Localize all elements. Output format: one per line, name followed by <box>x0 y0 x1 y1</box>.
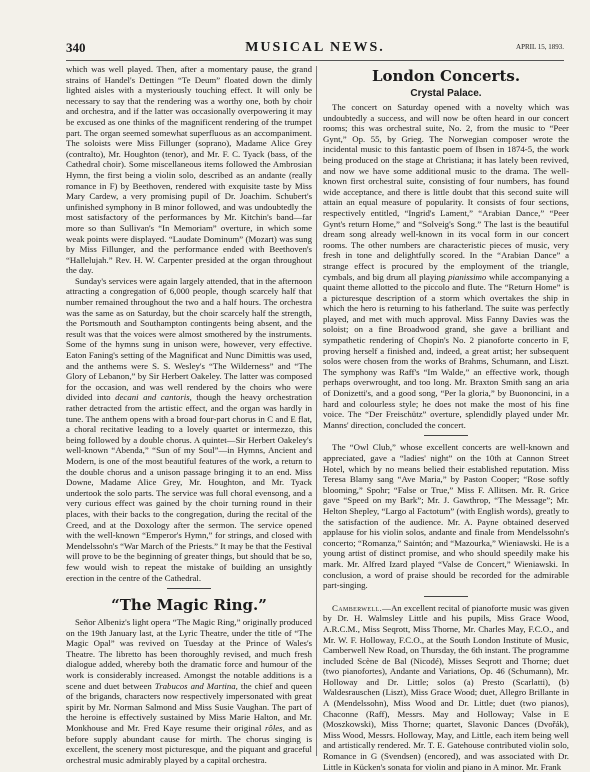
camberwell-paragraph: Camberwell.—An excellent recital of pianoforte music was given by Dr. H. Walmsley Little and his pupils, Miss Grace Wood, A.R.C.M., Miss Seqrott, Miss Thorne, Mr. Charles May, F.C.O., and Mr. W. F. Holloway, F.C.O., at the South London Institute of Music, Camberwell New Road, on Thursday, the 6th instant. The programme included Scène de Bal (Nicodé), Misses Seqrott and Thorne; duet (two pianofortes), Andante and Variations, Op. 46 (Schumann), Mr. Holloway and Dr. Little; solos (a) Presto (Scarlatti), (b) Waldesrauschen (Liszt), Miss Grace Wood; duet, Allegro Brillante in A (Mendelssohn), Miss Wood and Dr. Little; duet (two pianos), Chaconne (Raff), Messrs. May and Holloway; Valse in E (Moszkowski), Miss Thorne; quartet, Slavonic Dances (Dvořák), Miss Wood, Messrs. Holloway, May, and Little, each item being well and artistically rendered. Mr. T. E. Gatehouse contributed violin solo, Romance in G (Svendsen) (encored), and was associated with Dr. Little in Kücken's sonata for violin and piano in A minor. Mr. Frank <box>323 602 569 772</box>
camberwell-lead: Camberwell. <box>332 602 383 613</box>
section-rule <box>424 435 468 436</box>
italic-roles: rôles, <box>265 723 285 734</box>
owl-club-paragraph: The “Owl Club,” whose excellent concerts are well-known and appreciated, gave a “ladies' night” on the 10th at Cannon Street Hotel, which by no means belied their established reputation. Miss Teresa Blamy sang “Ave Maria,” by Paston Cooper; “Rose softly blooming,” Spohr; “False or True,” Miss F. Allitsen. Mr. R. Grice gave “Speed on my Bark”; Mr. J. Gawthrop, “The Message”; Mr. Helton Shepley, “Largo al Factotum” (with English words), greatly to the satisfaction of the audience. Mr. A. Payne obtained deserved applause for his violin solos, andante and finale from Mendelssohn's concerto; “Romanza,” Saintón; and “Mazourka,” Wieniawski. He is a young artist of distinct promise, and who should speedily make his mark. Mr. Alfred Izard played “Valse de Concert,” Wieniawski. In conclusion, a word of praise should be recorded for the admirable part-singing. <box>323 442 569 591</box>
italic-pianissimo: pianissimo <box>448 271 487 282</box>
column-divider <box>316 66 317 756</box>
left-column <box>66 64 312 765</box>
issue-date: APRIL 15, 1893. <box>516 43 564 51</box>
header-rule <box>66 60 564 61</box>
magic-ring-heading: “The Magic Ring.” <box>111 596 267 615</box>
italic-term: decani and cantoris, <box>115 392 192 403</box>
london-concerts-heading: London Concerts. <box>371 67 521 85</box>
crystal-palace-paragraph: The concert on Saturday opened with a novelty which was undoubtedly a success, and will now be often heard in our concert rooms; this was orchestral suite, No. 2, from the music to “Peer Gynt,” Op. 55, by Grieg. The Norwegian composer wrote the incidental music to this fantastic poem of Ibsen in 1874-5, the work being produced on the stage at Christiana; it has lately been revived, and now we have some additional music to the drama. The well-known first orchestral suite, consisting of four numbers, has found wide acceptance, and there is little doubt that this second suite will attain an equal measure of popularity. It consists of four sections, respectively entitled, “Ingrid's Lament,” “Arabian Dance,” “Peer Gynt's return Home,” and “Solveig's Song.” The last is the beautiful dream song already well-known in its vocal form in our concert rooms. The other numbers are characteristic pieces of music, very fresh in tone and delightfully scored. In the “Arabian Dance” a strange effect is procured by the employment of the triangle, cymbals, and big drum all playing pianissimo while accompanying a quaint theme allotted to the piccolo and flute. The “Return Home” is a picturesque description of a storm which overtakes the ship in which the hero is returning to his fatherland. The suite was perfectly played, and met with much approval. Miss Fanny Davies was the soloist; on a fine Broadwood grand, she gave a brilliant and sympathetic rendering of Chopin's No. 2 pianoforte concerto in F, proving herself a finished and, indeed, a great artist; her subsequent solos were chosen from the works of Brahms, Schumann, and Liszt. The symphony was Raff's “Im Walde,” an effective work, though perhaps overwrought, and too long. Mr. Braxton Smith sang an aria of Donizetti's, and a good song, “Per la gloria,” by Buononcini, in a hard and colourless style; he does not make the most of his fine voice. The “Der Freischütz” overture, splendidly played under Mr. Manns' direction, concluded the concert. <box>323 102 569 430</box>
festival-report-paragraph: which was well played. Then, after a momentary pause, the grand strains of Handel's Dettingen “Te Deum” floated down the dimly lighted aisles with a mysteriously touching effect. It will only be necessary to say that the rendering was a worthy one, both by choir and orchestra, and if the latter was occasionally overpowering it may be excused as one thinks of the magnificent rendering of the trumpet part. The organ seemed somewhat superfluous as an accompaniment. The soloists were Miss Fillunger (soprano), Madame Alice Grey (contralto), Mr. Houghton (tenor), and Mr. F. C. Tyack (bass, of the Cathedral choir). Some miscellaneous items followed the Ambrosian Hymn, the first being a violin solo, described as an andante (really romance in F) by Beethoven, rendered with exquisite taste by Miss Mary Cardew, a very promising pupil of Dr. Joachim. Schubert's unfinished symphony in B minor followed, and was undoubtedly the most satisfactory of the performances by Mr. Kitchin's band—far more so than Sullivan's “In Memoriam” overture, in which some weak points were displayed. “Laudate Dominum” (Mozart) was sung by Miss Fillunger, and the performance ended with Beethoven's “Hallelujah.” Rev. H. W. Carpenter presided at the organ throughout the day. <box>66 64 312 276</box>
page-number: 340 <box>66 40 86 55</box>
italic-characters: Trabucos and Martina, <box>154 680 238 691</box>
sunday-services-paragraph: Sunday's services were again largely attended, that in the afternoon attracting a congregation of 6,000 people, though scarcely half that number remained throughout the two and a half hours. The orchestra was the same as on Saturday, but the choir scarcely half the strength, the Portsmouth and Southampton contingents being absent, and the result was that the voices were almost smothered by the instruments. Some of the hymns sung in unison were, however, very effective. Eaton Faning's setting of the Magnificat and Nunc Dimittis was used, and the anthems were S. S. Wesley's “The Wilderness” and “The Glory of Lebanon,” by Sir Herbert Oakeley. The latter was composed for the occasion, and was well rendered by the choirs who were divided into decani and cantoris, though the heavy orchestration rather detracted from the artistic effect, and the organ was hardly in tune. The anthem opens with a broad four-part chorus in C and E flat, a choral recitative leading to a lovely quartet or intermezzo, this being followed by a double chorus. A quintet—Sir Herbert Oakeley's well-known “Abenda,” “Sun of my Soul”—in Hymns, Ancient and Modern, is one of the most beautiful features of the work, a return to the double chorus and a unison passage bringing it to an end. Miss Downe, Madame Alice Grey, Mr. Houghton, and Mr. Tyack undertook the solo parts. The service was full choral evensong, and a very curious effect was gained by the choir turning round in their places, with their backs to the congregation, during the recital of the Creed, and at the Doxology after the sermon. The service opened with the well-known “Emperor's Hymn,” for strings, and closed with Mendelssohn's “War March of the Priests.” It may be that the Festival will prove to be the beginning of greater things, but should that be so, few would wish to repeat the mistake of building an unsightly erection in the centre of the Cathedral. <box>66 275 312 583</box>
crystal-palace-subheading: Crystal Palace. <box>410 88 482 99</box>
masthead-title: MUSICAL NEWS. <box>245 40 385 55</box>
magic-ring-paragraph: Señor Albeniz's light opera “The Magic Ring,” originally produced on the 19th January last, at the Lyric Theatre, under the title of “The Magic Opal” was revived on Tuesday at the Prince of Wales's Theatre. The libretto has been thoroughly revised, and much fresh dialogue added, whereby both the dramatic force and humour of the work is considerably increased. Amongst the notable additions is a scene and duet between Trabucos and Martina, the chief and queen of the brigands, characters now respectively impersonated with great spirit by Mr. Norman Salmond and Miss Susie Vaughan. The part of the heroine is effectively sustained by Miss Marie Halton, and Mr. Monkhouse and Mr. Fred Kaye resume their original rôles, and as before supply abundant cause for mirth. The chorus singing is excellent, the scenery most picturesque, and the piquant and graceful orchestral music admirably played by a capital orchestra. <box>66 617 313 765</box>
page-header <box>66 40 564 60</box>
section-rule <box>167 588 211 589</box>
section-rule <box>424 596 468 597</box>
right-column <box>323 64 569 772</box>
